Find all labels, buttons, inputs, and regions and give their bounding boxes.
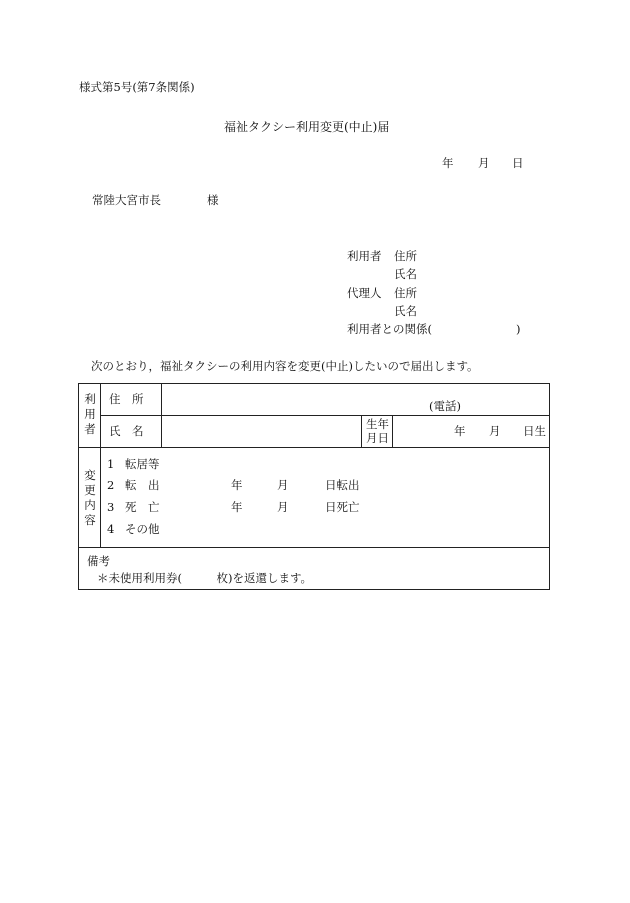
user-address-label: 住所 — [394, 249, 417, 263]
user-name-label: 氏名 — [394, 267, 417, 281]
change-item-number: 3 — [107, 500, 115, 514]
change-item-month: 月 — [277, 500, 289, 514]
agent-address-label: 住所 — [394, 286, 417, 300]
change-section-header — [83, 468, 97, 528]
relationship-close-paren: ) — [516, 322, 521, 336]
change-header-char: 内 — [84, 498, 96, 512]
change-item-year: 年 — [231, 478, 243, 492]
col-divider-header — [100, 384, 101, 547]
user-label: 利用者 — [347, 249, 382, 263]
change-item-day: 日死亡 — [325, 500, 360, 514]
birth-day-label: 日生 — [523, 424, 546, 438]
col-divider-birth-right — [392, 415, 393, 447]
change-item-label: その他 — [125, 522, 160, 536]
name-field[interactable] — [163, 417, 359, 446]
change-header-char: 変 — [84, 468, 96, 482]
agent-name-label: 氏名 — [394, 304, 417, 318]
change-item-label: 死 亡 — [125, 500, 160, 514]
phone-label: (電話) — [429, 399, 461, 413]
change-header-char: 容 — [84, 513, 96, 527]
change-item-label: 転 出 — [125, 478, 160, 492]
row-divider-address — [100, 415, 549, 416]
change-item-day: 日転出 — [325, 478, 360, 492]
address-field[interactable] — [163, 385, 547, 414]
relationship-label: 利用者との関係( — [347, 322, 432, 336]
addressee-honorific: 様 — [207, 193, 219, 207]
addressee-name: 常陸大宮市長 — [92, 193, 161, 207]
form-number: 様式第5号(第7条関係) — [79, 80, 195, 94]
change-item-number: 1 — [107, 457, 115, 471]
date-day-label: 日 — [512, 156, 524, 170]
form-table — [78, 383, 550, 590]
birth-label-line1: 生年 — [366, 417, 389, 431]
table-name-label: 氏 名 — [109, 424, 144, 438]
birth-label-line2: 月日 — [366, 431, 389, 445]
table-address-label: 住 所 — [109, 392, 144, 406]
date-year-label: 年 — [442, 156, 454, 170]
change-item-number: 4 — [107, 522, 115, 536]
change-item-year: 年 — [231, 500, 243, 514]
change-item-label: 転居等 — [125, 457, 160, 471]
document-title: 福祉タクシー利用変更(中止)届 — [224, 120, 390, 134]
col-divider-label — [161, 384, 162, 447]
user-section-header — [83, 392, 97, 437]
date-month-label: 月 — [478, 156, 490, 170]
col-divider-birth-left — [361, 415, 362, 447]
change-item-month: 月 — [277, 478, 289, 492]
change-header-char: 更 — [84, 483, 96, 497]
birth-month-label: 月 — [489, 424, 501, 438]
remarks-text: ＊未使用利用券( 枚)を返還します。 — [97, 571, 313, 585]
change-item-number: 2 — [107, 478, 115, 492]
row-divider-change-section — [79, 547, 549, 548]
agent-label: 代理人 — [347, 286, 382, 300]
remarks-label: 備考 — [87, 554, 110, 568]
user-header-char: 利 — [84, 392, 96, 406]
user-header-char: 用 — [84, 407, 96, 421]
intro-text: 次のとおり，福祉タクシーの利用内容を変更(中止)したいので届出します。 — [91, 359, 479, 373]
user-header-char: 者 — [84, 422, 96, 436]
birth-year-label: 年 — [454, 424, 466, 438]
row-divider-user-section — [79, 447, 549, 448]
